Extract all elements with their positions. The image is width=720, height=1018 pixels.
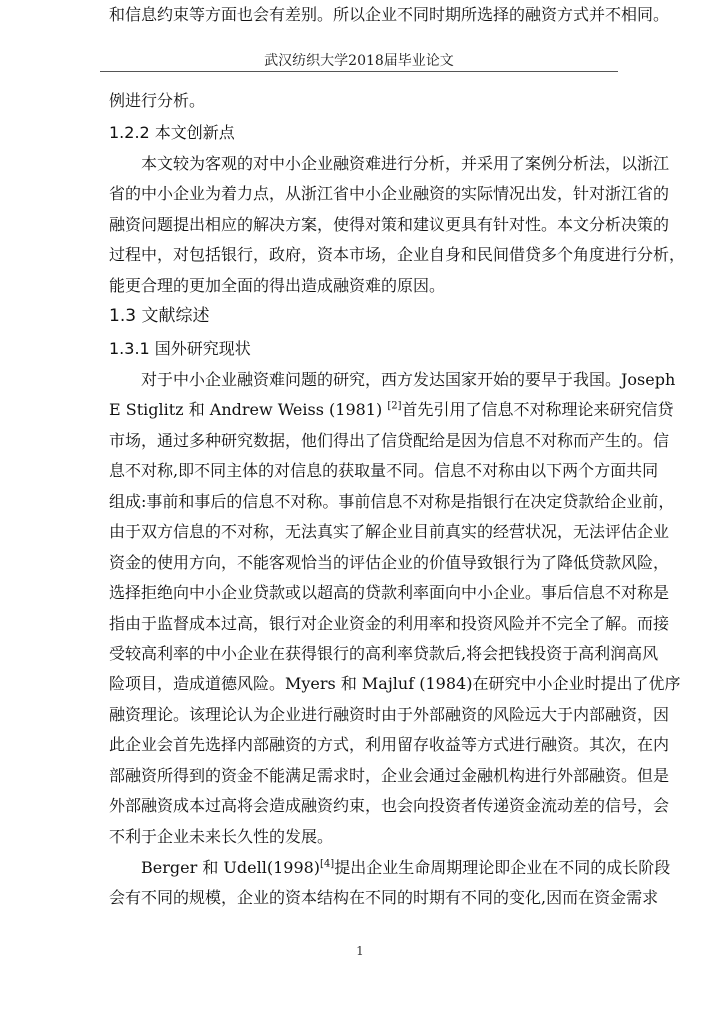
paragraph-line: 例进行分析。	[109, 91, 206, 110]
paragraph-line: 受较高利率的中小企业在获得银行的高利率贷款后,将会把钱投资于高利润高风	[109, 644, 659, 663]
paragraph-line: 会有不同的规模，企业的资本结构在不同的时期有不同的变化,因而在资金需求	[109, 888, 659, 907]
subsection-heading: 1.3.1 国外研究现状	[109, 339, 251, 358]
paragraph-line: 不利于企业未来长久性的发展。	[109, 827, 334, 846]
paragraph-line: 指由于监督成本过高，银行对企业资金的利用率和投资风险并不完全了解。而接	[109, 614, 670, 633]
paragraph-line: 对于中小企业融资难问题的研究，西方发达国家开始的要早于我国。Joseph	[141, 370, 676, 389]
paragraph-line: 和信息约束等方面也会有差别。所以企业不同时期所选择的融资方式并不相同。	[109, 5, 670, 24]
paragraph-line: 外部融资成本过高将会造成融资约束，也会向投资者传递资金流动差的信号，会	[109, 796, 670, 815]
running-header: 武汉纺织大学2018届毕业论文	[264, 53, 454, 69]
paragraph-line: 资金的使用方向，不能客观恰当的评估企业的价值导致银行为了降低贷款风险，	[109, 553, 670, 572]
paragraph-line: 此企业会首先选择内部融资的方式，利用留存收益等方式进行融资。其次，在内	[109, 735, 670, 754]
citation-marker: [2]	[387, 400, 402, 412]
paragraph-line: 息不对称,即不同主体的对信息的获取量不同。信息不对称由以下两个方面共同	[109, 461, 659, 480]
paragraph-line: 由于双方信息的不对称，无法真实了解企业目前真实的经营状况，无法评估企业	[109, 522, 670, 541]
citation-marker: [4]	[320, 858, 335, 870]
paragraph-line: 融资问题提出相应的解决方案，使得对策和建议更具有针对性。本文分析决策的	[109, 215, 670, 234]
paragraph-line: 市场，通过多种研究数据，他们得出了信贷配给是因为信息不对称而产生的。信	[109, 431, 670, 450]
paragraph-line: 部融资所得到的资金不能满足需求时，企业会通过金融机构进行外部融资。但是	[109, 766, 670, 785]
paragraph-line: 险项目，造成道德风险。Myers 和 Majluf (1984)在研究中小企业时提出了优序	[109, 674, 681, 693]
paragraph-line: 组成:事前和事后的信息不对称。事前信息不对称是指银行在决定贷款给企业前，	[109, 492, 675, 511]
paragraph-line: 能更合理的更加全面的得出造成融资难的原因。	[109, 276, 446, 295]
page-number: 1	[356, 944, 364, 958]
paragraph-line: Berger 和 Udell(1998)[4]提出企业生命周期理论即企业在不同的成长阶段	[141, 858, 671, 877]
header-divider	[100, 71, 618, 72]
paragraph-line: 省的中小企业为着力点，从浙江省中小企业融资的实际情况出发，针对浙江省的	[109, 184, 670, 203]
section-heading: 1.3 文献综述	[109, 306, 210, 326]
paragraph-line: 本文较为客观的对中小企业融资难进行分析，并采用了案例分析法，以浙江	[141, 154, 670, 173]
paragraph-line: E Stiglitz 和 Andrew Weiss (1981) [2]首先引用了信息不对称理论来研究信贷	[109, 400, 674, 419]
subsection-heading: 1.2.2 本文创新点	[109, 123, 235, 142]
paragraph-line: 过程中，对包括银行，政府，资本市场，企业自身和民间借贷多个角度进行分析，	[109, 245, 686, 264]
paragraph-line: 选择拒绝向中小企业贷款或以超高的贷款利率面向中小企业。事后信息不对称是	[109, 583, 670, 602]
paragraph-line: 融资理论。该理论认为企业进行融资时由于外部融资的风险远大于内部融资，因	[109, 705, 670, 724]
